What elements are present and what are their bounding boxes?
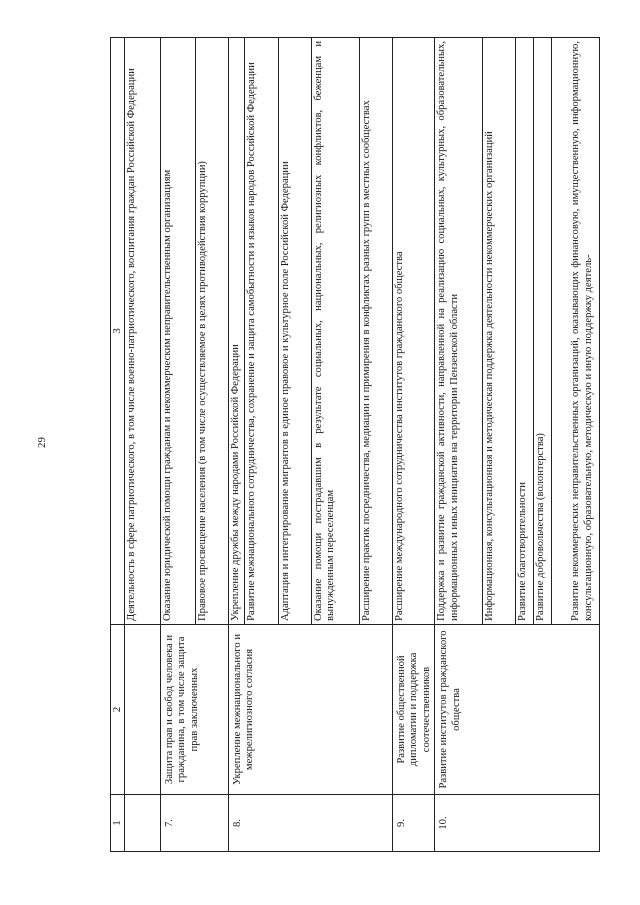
row-title: Укрепление межнационального и межрелигиозного согласия [228, 625, 392, 795]
row-title: Развитие институтов гражданского общества [435, 625, 600, 795]
row-title: Защита прав и свобод человека и гражданина, в том числе защита прав заключенных [160, 625, 228, 795]
row-number: 9. [392, 795, 435, 852]
header-cell-1: 1 [111, 795, 125, 852]
row-item: Расширение международного сотрудничества институтов гражданского общества [392, 38, 435, 625]
table-row [160, 38, 195, 852]
row-number: 7. [160, 795, 228, 852]
header-cell-3: 3 [111, 38, 125, 625]
table-row [392, 38, 435, 852]
row-item: Оказание юридической помощи гражданам и некоммерческим неправительственным организациям [160, 38, 195, 625]
row-title: Развитие общественной дипломатии и поддержка соотечественников [392, 625, 435, 795]
row-item: Расширение практик посредничества, медиации и примирения в конфликтах разных групп в местных сообществах [359, 38, 392, 625]
row-number: 10. [435, 795, 600, 852]
table-header-row [111, 38, 125, 852]
table-row [228, 38, 244, 852]
row-item: Адаптация и интегрирование мигрантов в единое правовое и культурное поле Российской Федерации [278, 38, 311, 625]
directions-table [110, 37, 600, 852]
row-item: Укрепление дружбы между народами Российской Федерации [228, 38, 244, 625]
header-cell-2: 2 [111, 625, 125, 795]
row-item: Развитие межнационального сотрудничества, сохранение и защита самобытности и языков народов Российской Федерации [244, 38, 278, 625]
row-item: Развитие благотворительности [516, 38, 534, 625]
page-number: 29 [36, 437, 48, 448]
row-item: Информационная, консультационная и методическая поддержка деятельности некоммерческих организаций [483, 38, 516, 625]
row-item: Правовое просвещение населения (в том числе осуществляемое в целях противодействия коррупции) [195, 38, 228, 625]
row-number: 8. [228, 795, 392, 852]
table-row [435, 38, 483, 852]
table-row [124, 38, 160, 852]
rotated-table-container [110, 37, 600, 852]
row-item: Оказание помощи пострадавшим в результате социальных, национальных, религиозных конфликтов, беженцам и вынужденным переселенцам [311, 38, 359, 625]
row-item: Развитие некоммерческих неправительственных организаций, оказывающих финансовую, имущественную, информационную, консультационную, образовательную, методическую и иную поддержку деятель- [552, 38, 600, 625]
intro-activity-text: Деятельность в сфере патриотического, в том числе военно-патриотического, воспитания граждан Российской Федерации [124, 38, 160, 625]
row-item: Поддержка и развитие гражданской активности, направленной на реализацию социальных, культурных, образовательных, информационных и иных инициатив на территории Пензенской области [435, 38, 483, 625]
row-item: Развитие добровольчества (волонтерства) [534, 38, 552, 625]
